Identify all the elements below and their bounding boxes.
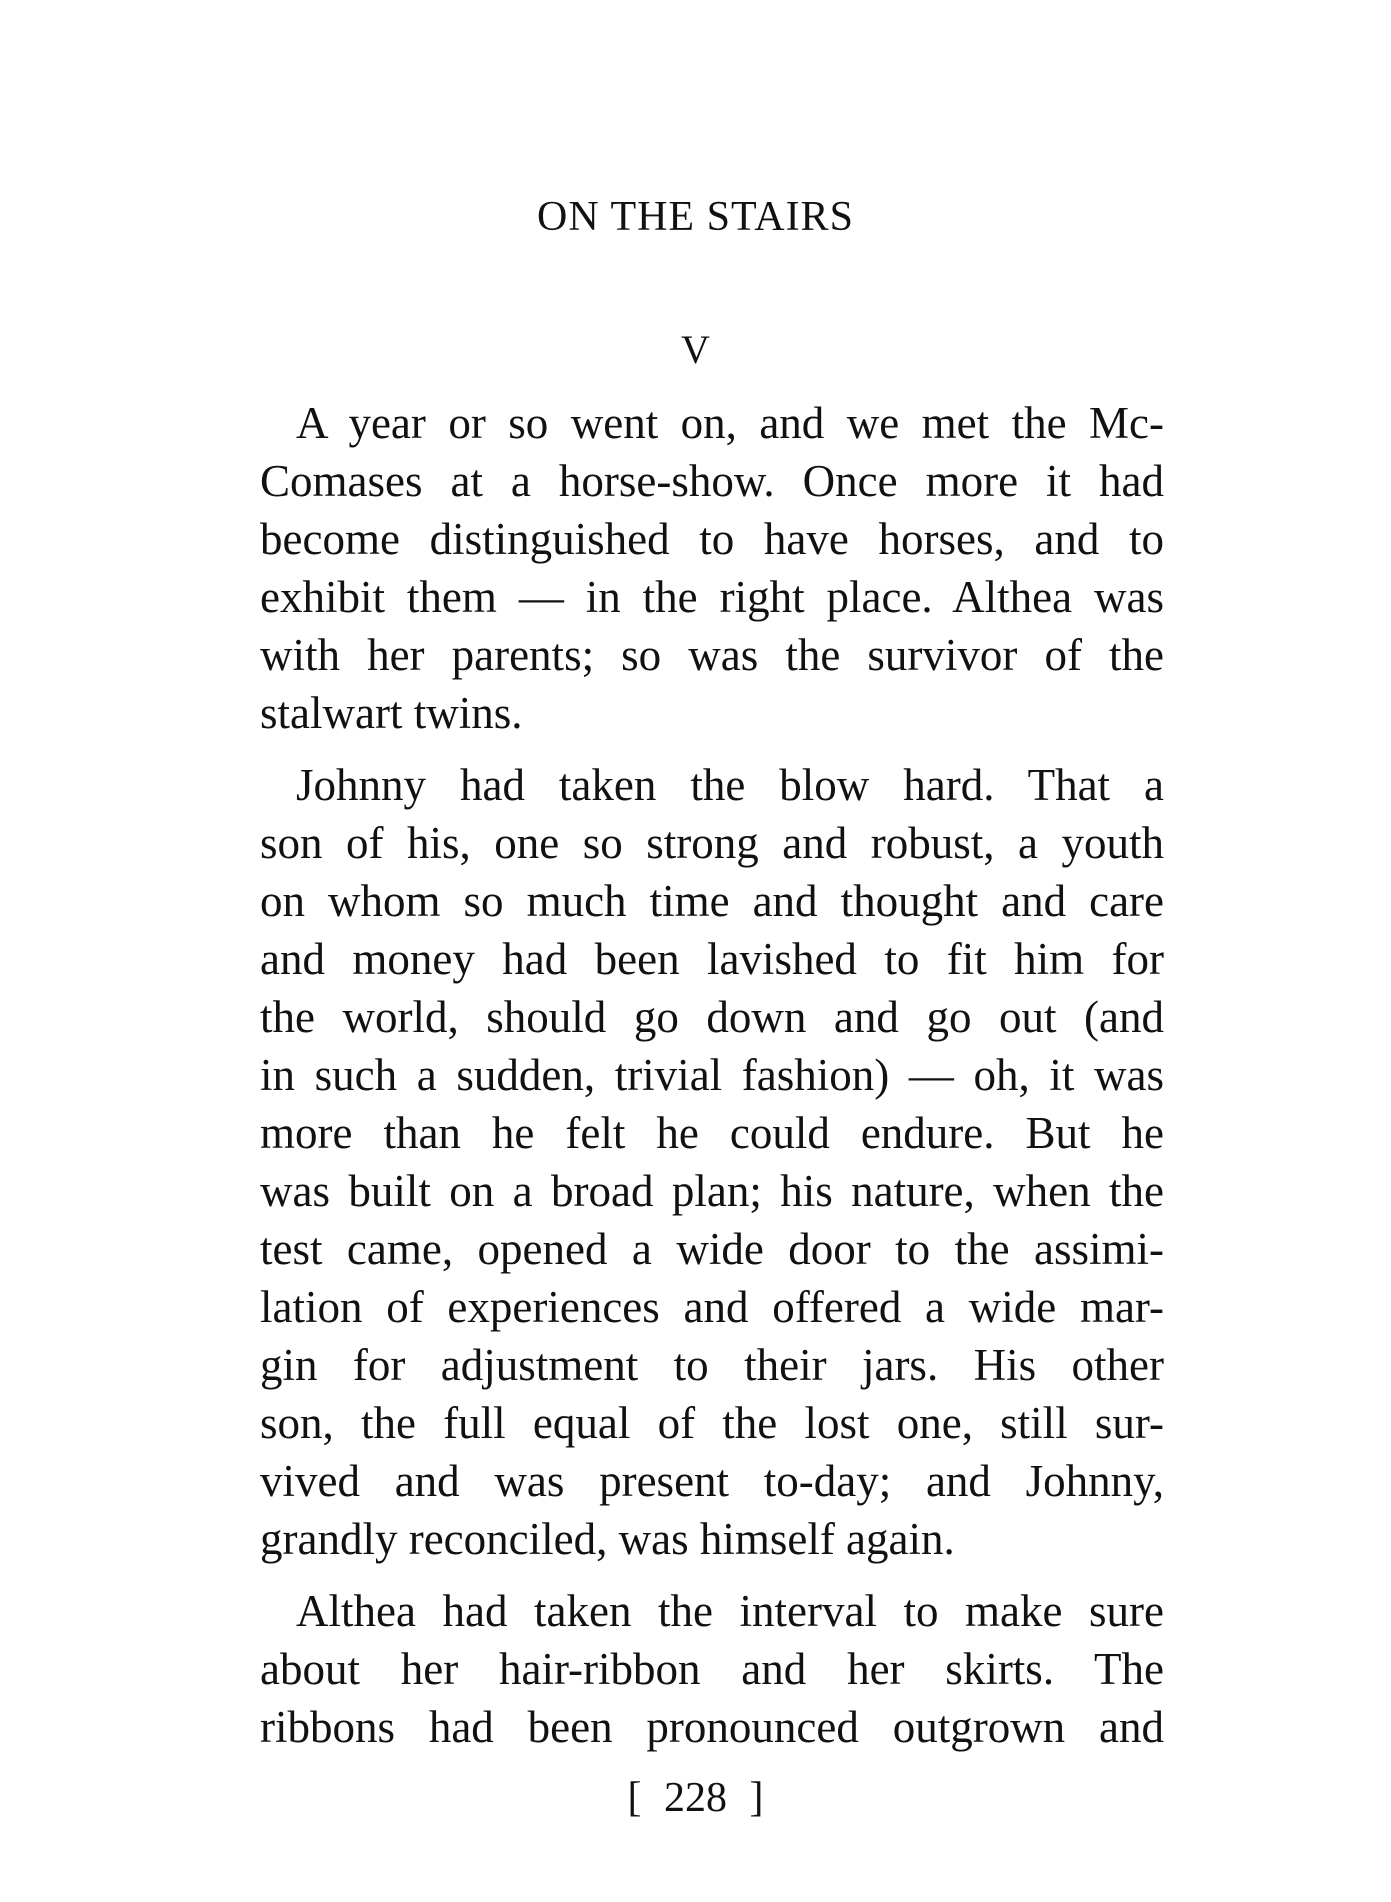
chapter-number: V bbox=[681, 327, 710, 372]
paragraph-gap bbox=[260, 1568, 1164, 1582]
text-line: about her hair-ribbon and her skirts. The bbox=[260, 1644, 1164, 1694]
text-line: the world, should go down and go out (and bbox=[260, 992, 1164, 1042]
text-line: vived and was present to-day; and Johnny, bbox=[260, 1456, 1164, 1506]
text-line: son of his, one so strong and robust, a youth bbox=[260, 818, 1164, 868]
text-line: on whom so much time and thought and care bbox=[260, 876, 1164, 926]
paragraph bbox=[260, 1582, 1164, 1756]
text-line: and money had been lavished to fit him for bbox=[260, 934, 1164, 984]
text-line: gin for adjustment to their jars. His other bbox=[260, 1340, 1164, 1390]
text-line: A year or so went on, and we met the Mc- bbox=[296, 398, 1164, 448]
text-line: grandly reconciled, was himself again. bbox=[260, 1514, 955, 1564]
text-line: ribbons had been pronounced outgrown and bbox=[260, 1702, 1164, 1752]
text-line: Comases at a horse-show. Once more it had bbox=[260, 456, 1164, 506]
text-line: test came, opened a wide door to the assimi- bbox=[260, 1224, 1164, 1274]
paragraph-gap bbox=[260, 742, 1164, 756]
text-line: more than he felt he could endure. But he bbox=[260, 1108, 1164, 1158]
paragraph bbox=[260, 756, 1164, 1568]
text-line: stalwart twins. bbox=[260, 688, 523, 738]
text-line: Johnny had taken the blow hard. That a bbox=[296, 760, 1164, 810]
text-line: become distinguished to have horses, and to bbox=[260, 514, 1164, 564]
text-line: Althea had taken the interval to make sure bbox=[296, 1586, 1164, 1636]
text-line: lation of experiences and offered a wide mar- bbox=[260, 1282, 1164, 1332]
body-text bbox=[260, 394, 1164, 1756]
running-head: ON THE STAIRS bbox=[537, 194, 854, 240]
text-line: exhibit them — in the right place. Althea was bbox=[260, 572, 1164, 622]
text-line: was built on a broad plan; his nature, when the bbox=[260, 1166, 1164, 1216]
page-number: [ 228 ] bbox=[627, 1775, 764, 1821]
text-line: son, the full equal of the lost one, still sur- bbox=[260, 1398, 1164, 1448]
text-line: with her parents; so was the survivor of the bbox=[260, 630, 1164, 680]
text-line: in such a sudden, trivial fashion) — oh, it was bbox=[260, 1050, 1164, 1100]
paragraph bbox=[260, 394, 1164, 742]
